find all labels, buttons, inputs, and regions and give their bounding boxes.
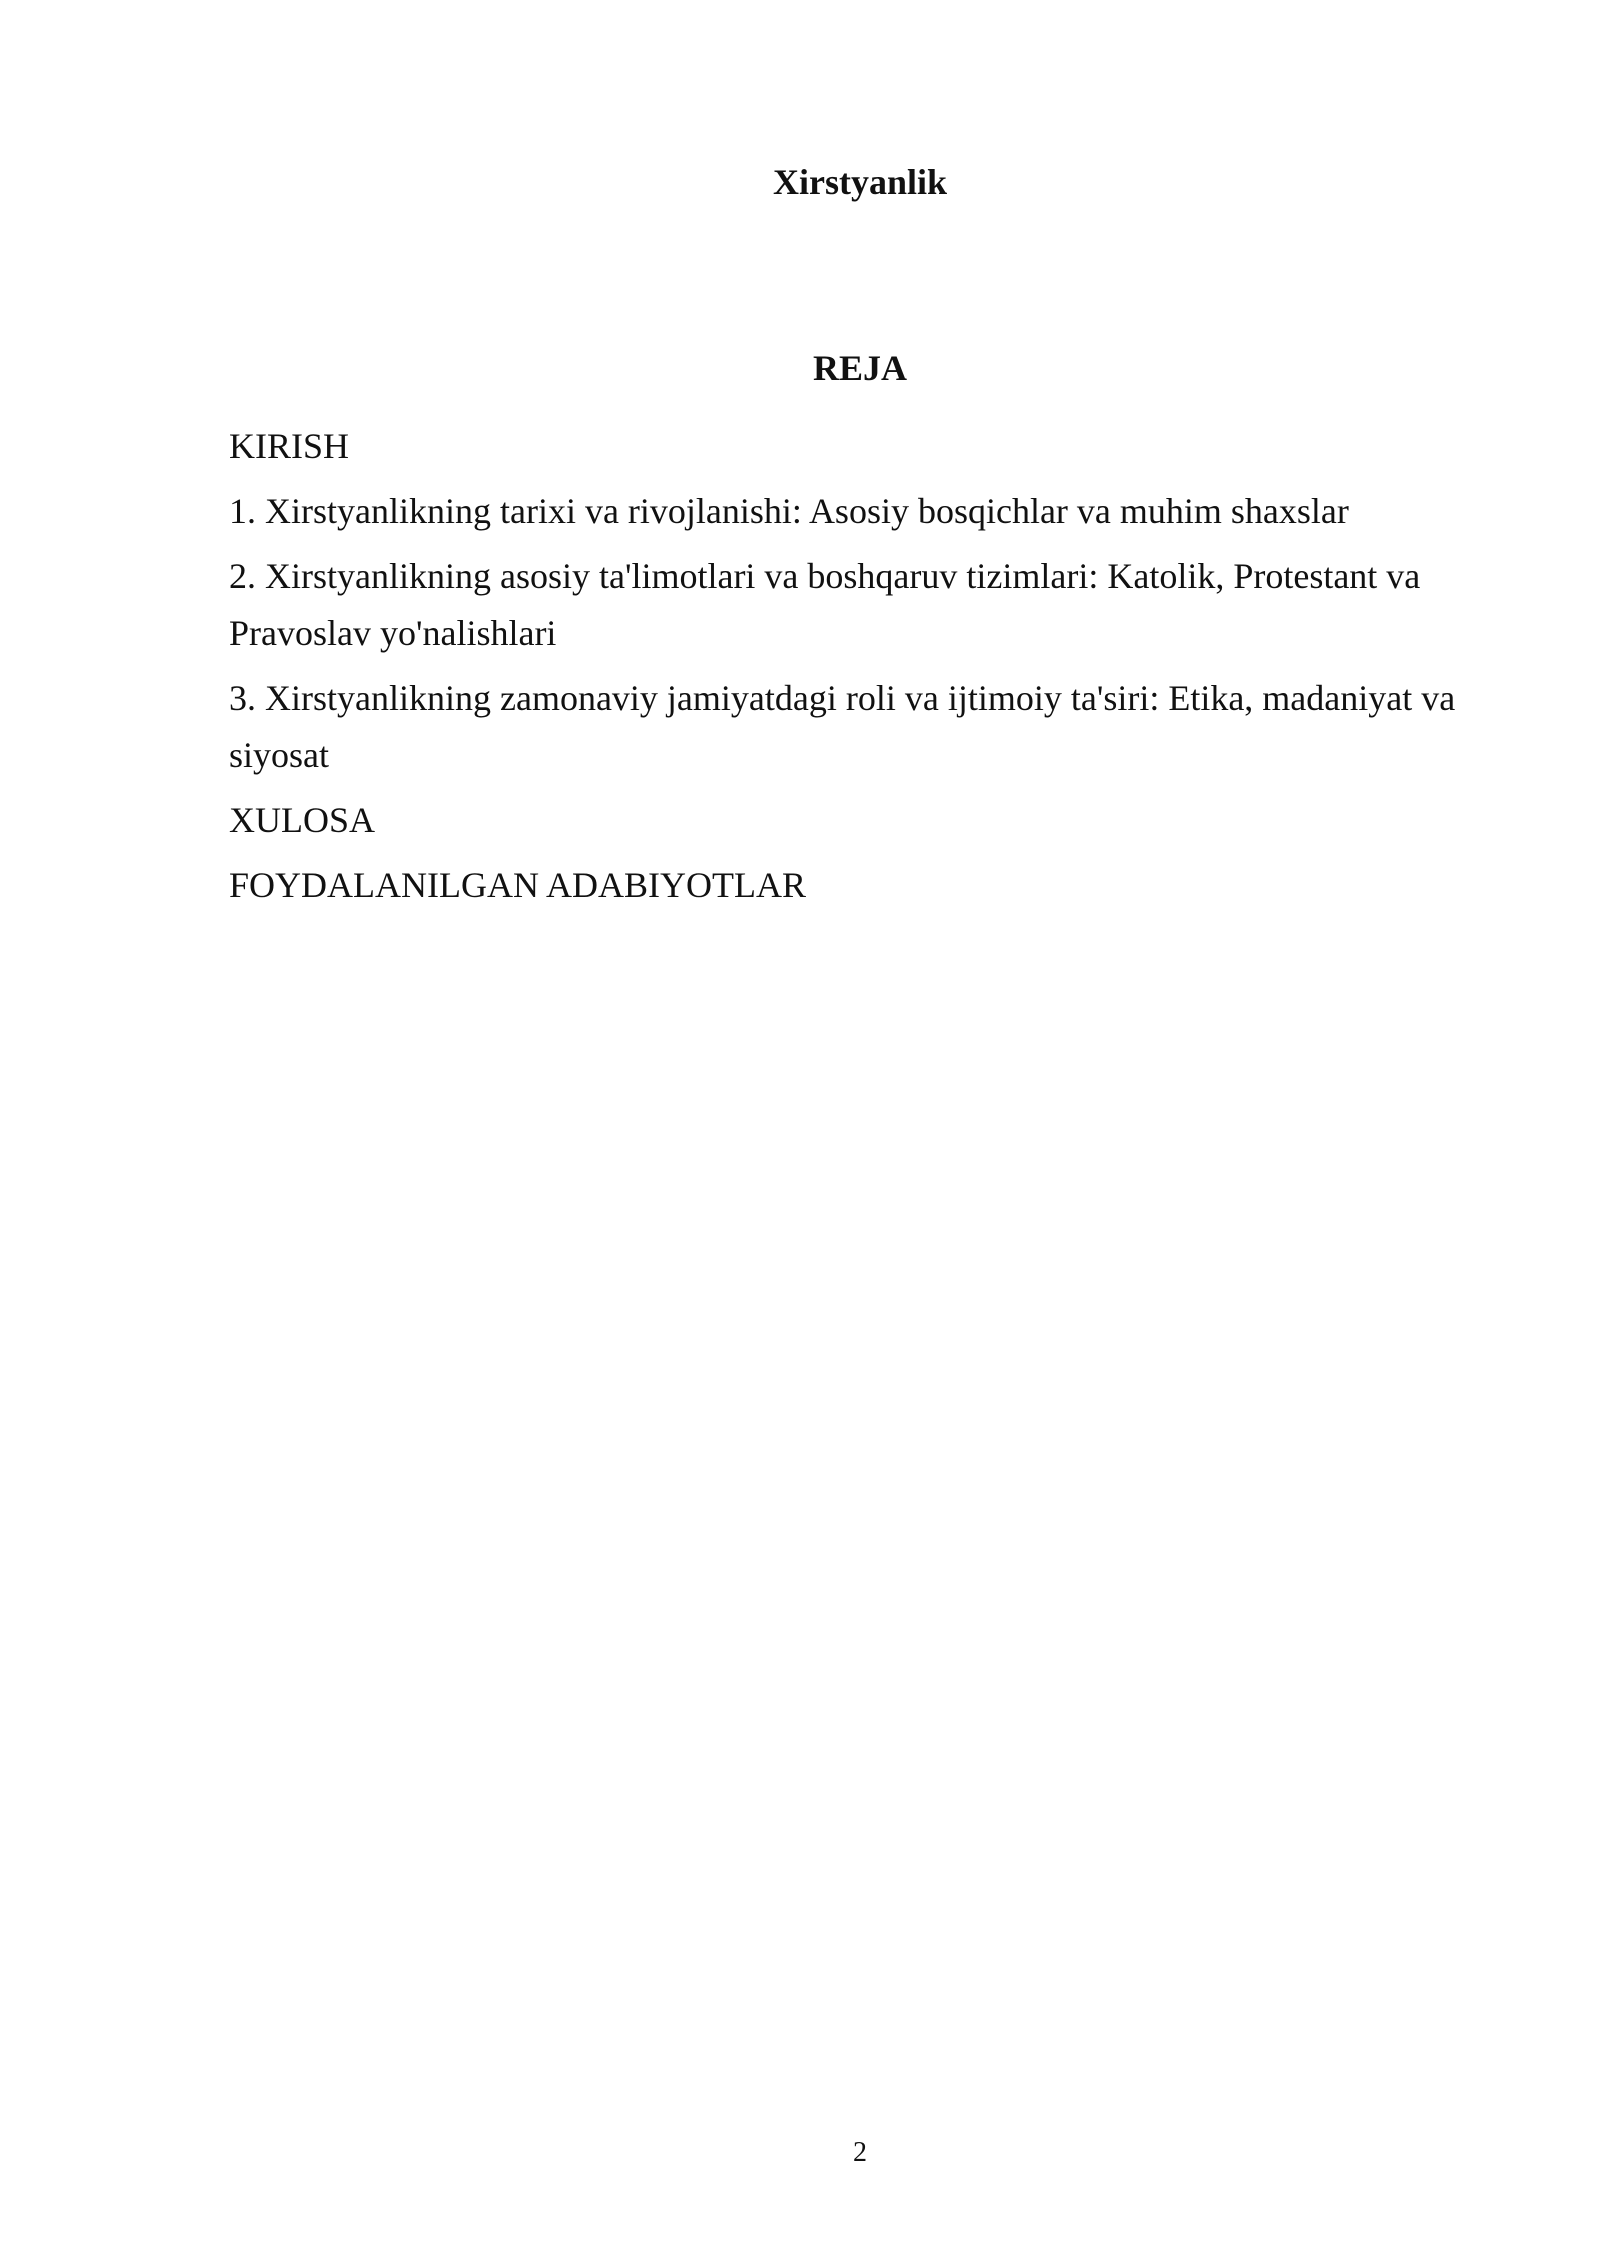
document-title: Xirstyanlik (772, 162, 948, 202)
page-number: 2 (853, 2137, 867, 2168)
plan-item-3: 3. Xirstyanlikning zamonaviy jamiyatdagi roli va ijtimoiy ta'siri: Etika, madaniyat va siyosat (229, 678, 1456, 775)
plan-item-references: FOYDALANILGAN ADABIYOTLAR (229, 865, 806, 905)
plan-item-2: 2. Xirstyanlikning asosiy ta'limotlari va boshqaruv tizimlari: Katolik, Protestant va Pravoslav yo'nalishlari (229, 556, 1421, 653)
plan-list (229, 418, 1479, 922)
plan-heading: REJA (812, 348, 907, 388)
plan-item-conclusion: XULOSA (229, 800, 376, 840)
plan-item-introduction: KIRISH (229, 426, 350, 466)
plan-item-1: 1. Xirstyanlikning tarixi va rivojlanishi: Asosiy bosqichlar va muhim shaxslar (229, 491, 1349, 531)
